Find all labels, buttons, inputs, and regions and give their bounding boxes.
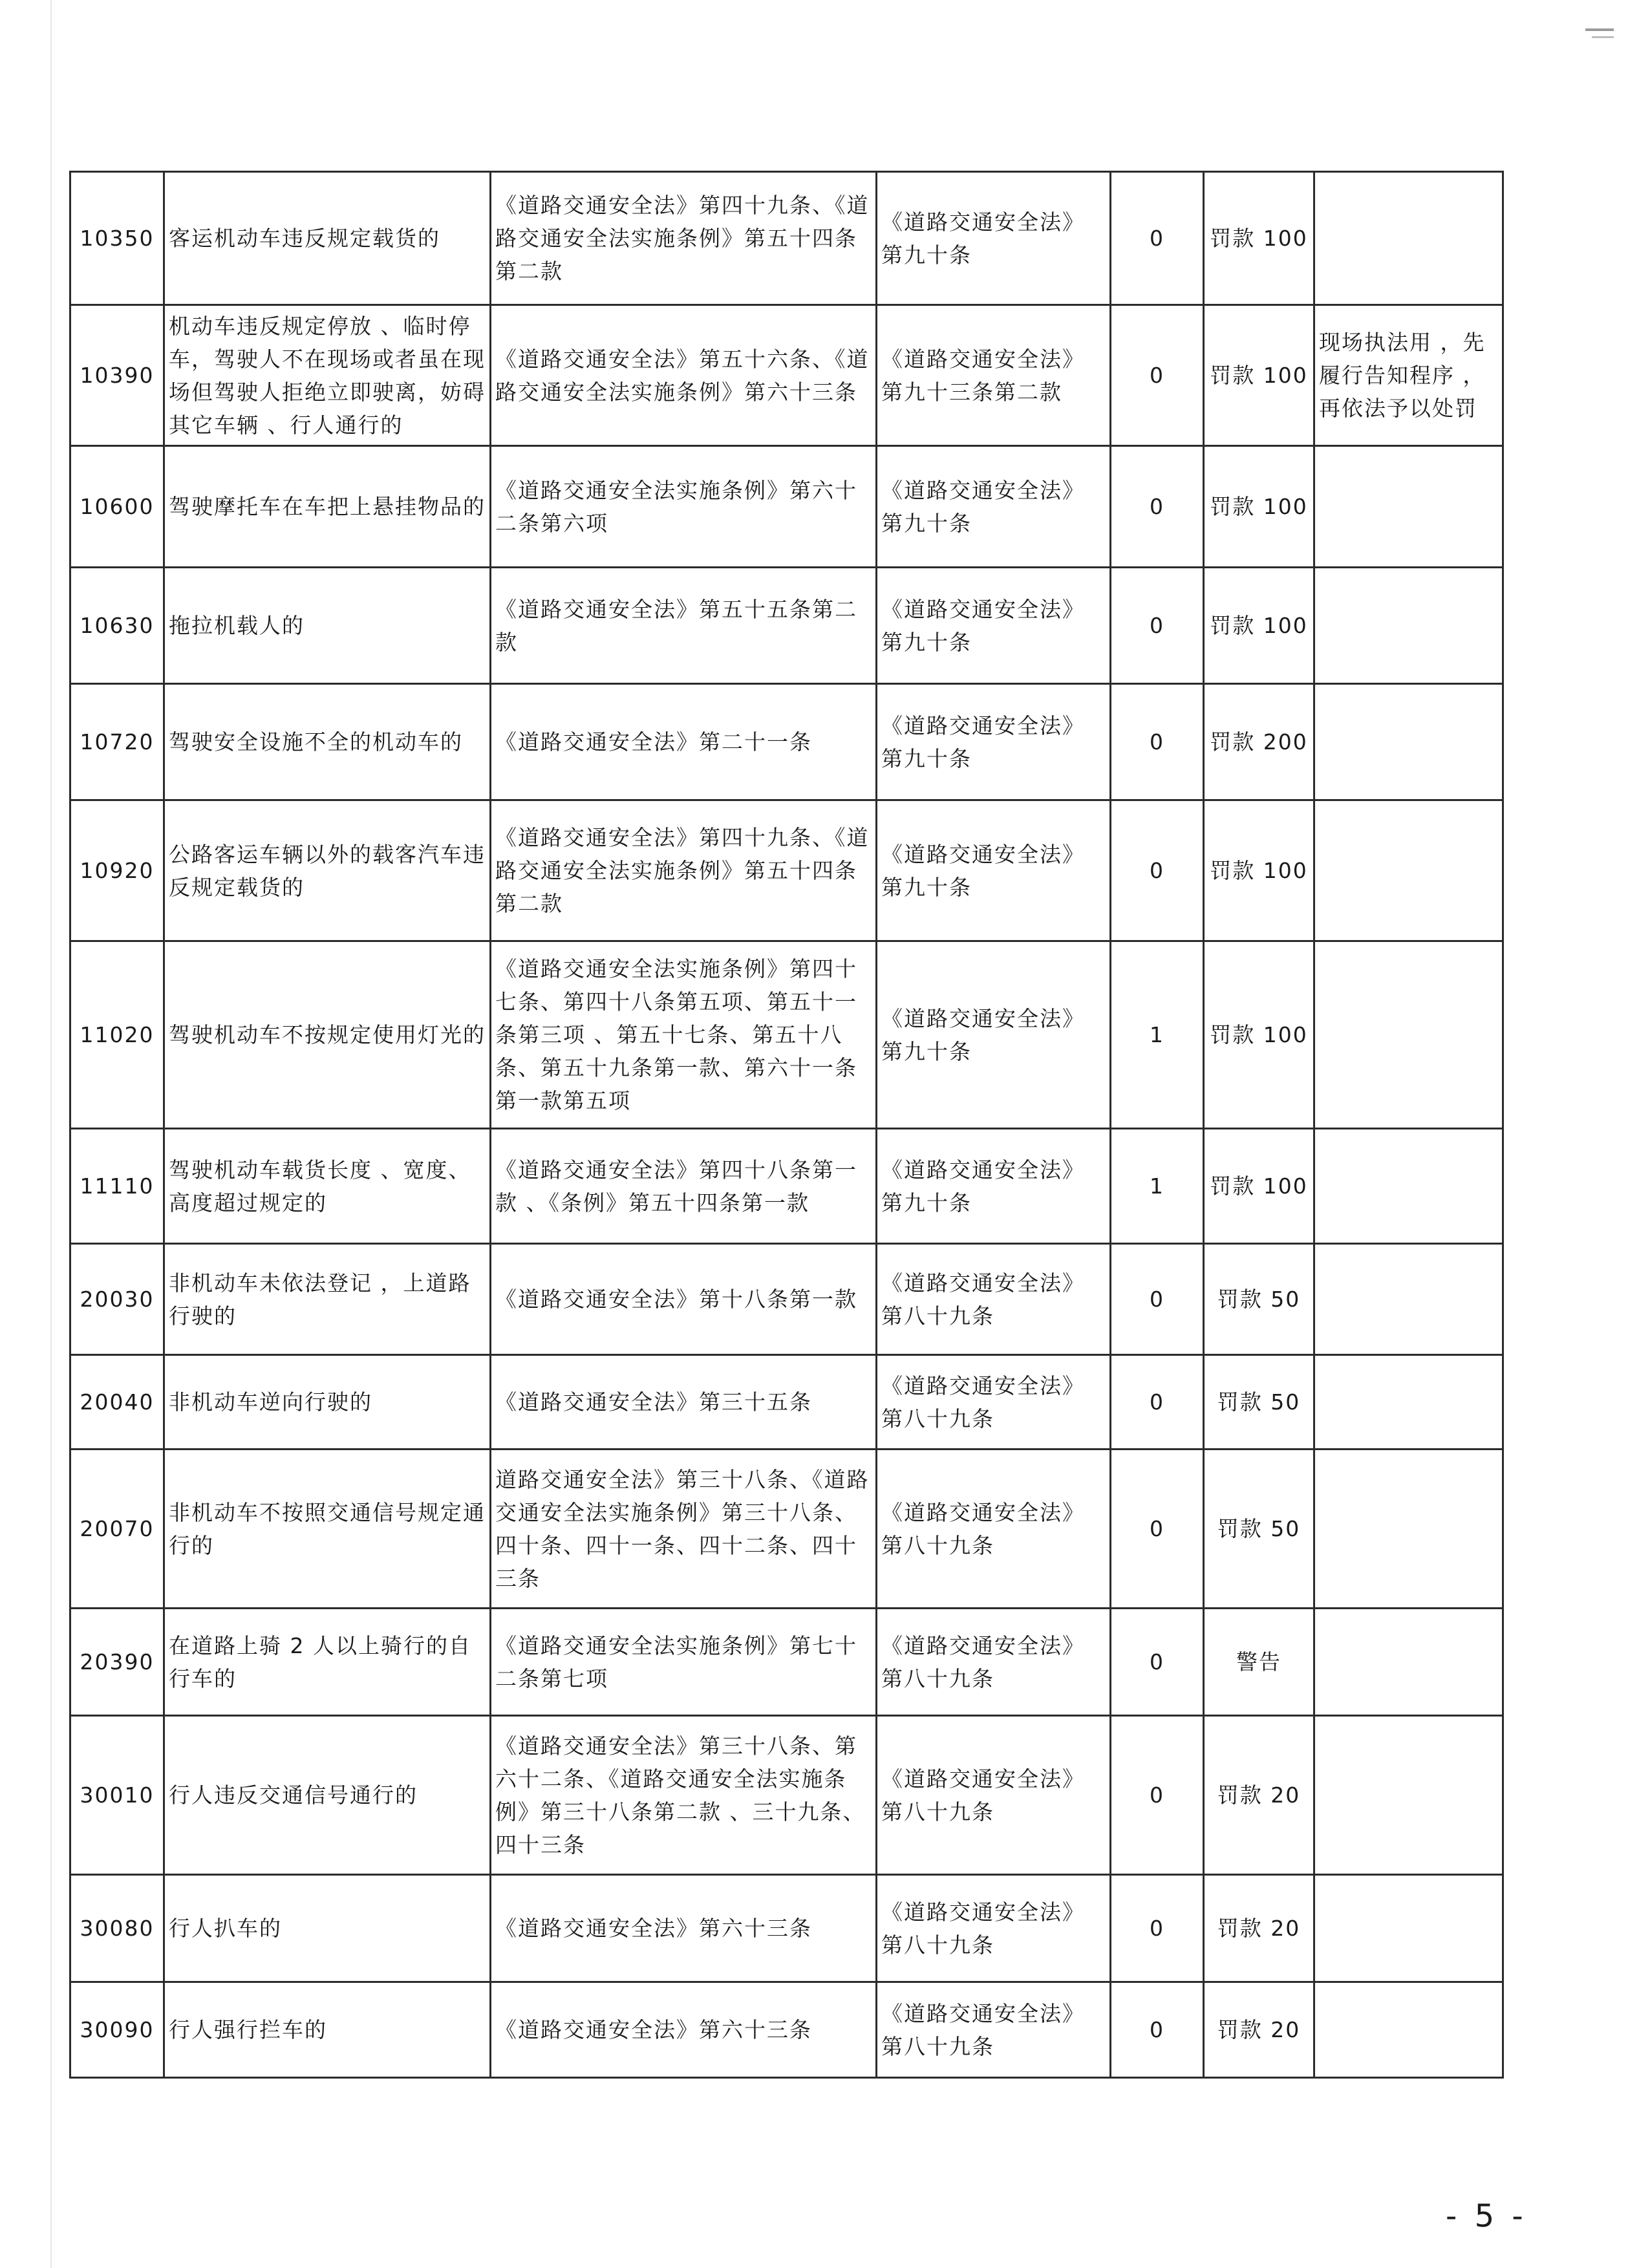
table-row xyxy=(70,1355,1503,1450)
remark xyxy=(1314,1129,1503,1244)
penalty-amount: 罚款 50 xyxy=(1204,1244,1314,1355)
legal-basis: 《道路交通安全法》第三十五条 xyxy=(491,1355,877,1450)
penalty-amount: 罚款 100 xyxy=(1204,568,1314,684)
violation-description: 非机动车不按照交通信号规定通行的 xyxy=(164,1450,491,1609)
legal-basis: 《道路交通安全法》第四十九条、《道路交通安全法实施条例》第五十四条第二款 xyxy=(491,172,877,305)
penalty-points: 0 xyxy=(1111,800,1204,941)
violation-table xyxy=(69,171,1504,2079)
legal-basis: 《道路交通安全法实施条例》第七十二条第七项 xyxy=(491,1609,877,1716)
penalty-points: 0 xyxy=(1111,1716,1204,1875)
table-row xyxy=(70,446,1503,568)
legal-basis: 《道路交通安全法实施条例》第六十二条第六项 xyxy=(491,446,877,568)
violation-code: 10920 xyxy=(70,800,164,941)
violation-code: 30090 xyxy=(70,1982,164,2078)
punishment-basis: 《道路交通安全法》第八十九条 xyxy=(877,1716,1111,1875)
table-row xyxy=(70,800,1503,941)
penalty-amount: 罚款 50 xyxy=(1204,1450,1314,1609)
violation-description: 行人强行拦车的 xyxy=(164,1982,491,2078)
penalty-amount: 罚款 100 xyxy=(1204,446,1314,568)
penalty-points: 1 xyxy=(1111,1129,1204,1244)
legal-basis: 《道路交通安全法》第六十三条 xyxy=(491,1982,877,2078)
penalty-amount: 罚款 20 xyxy=(1204,1982,1314,2078)
penalty-points: 0 xyxy=(1111,1609,1204,1716)
violation-code: 20040 xyxy=(70,1355,164,1450)
violation-description: 非机动车逆向行驶的 xyxy=(164,1355,491,1450)
violation-code: 30080 xyxy=(70,1875,164,1982)
legal-basis: 《道路交通安全法》第五十五条第二款 xyxy=(491,568,877,684)
violation-code: 10720 xyxy=(70,684,164,800)
penalty-points: 0 xyxy=(1111,305,1204,446)
punishment-basis: 《道路交通安全法》第八十九条 xyxy=(877,1982,1111,2078)
violation-description: 驾驶安全设施不全的机动车的 xyxy=(164,684,491,800)
penalty-amount: 罚款 100 xyxy=(1204,800,1314,941)
table-row xyxy=(70,568,1503,684)
violation-description: 机动车违反规定停放 、临时停车，驾驶人不在现场或者虽在现场但驾驶人拒绝立即驶离，妨碍其它车辆 、行人通行的 xyxy=(164,305,491,446)
violation-code: 20390 xyxy=(70,1609,164,1716)
remark xyxy=(1314,568,1503,684)
penalty-points: 0 xyxy=(1111,1875,1204,1982)
page-number: - 5 - xyxy=(1446,2198,1527,2234)
remark xyxy=(1314,446,1503,568)
remark xyxy=(1314,1716,1503,1875)
remark xyxy=(1314,172,1503,305)
violation-description: 公路客运车辆以外的载客汽车违反规定载货的 xyxy=(164,800,491,941)
legal-basis: 《道路交通安全法》第十八条第一款 xyxy=(491,1244,877,1355)
penalty-points: 0 xyxy=(1111,172,1204,305)
penalty-points: 0 xyxy=(1111,1355,1204,1450)
punishment-basis: 《道路交通安全法》第八十九条 xyxy=(877,1355,1111,1450)
remark xyxy=(1314,1244,1503,1355)
violation-description: 在道路上骑 2 人以上骑行的自行车的 xyxy=(164,1609,491,1716)
remark xyxy=(1314,1355,1503,1450)
table-row xyxy=(70,684,1503,800)
violation-code: 10350 xyxy=(70,172,164,305)
violation-description: 拖拉机载人的 xyxy=(164,568,491,684)
legal-basis: 《道路交通安全法》第四十九条、《道路交通安全法实施条例》第五十四条第二款 xyxy=(491,800,877,941)
violation-code: 10600 xyxy=(70,446,164,568)
penalty-amount: 罚款 100 xyxy=(1204,305,1314,446)
legal-basis: 《道路交通安全法》第二十一条 xyxy=(491,684,877,800)
punishment-basis: 《道路交通安全法》第九十条 xyxy=(877,172,1111,305)
penalty-points: 1 xyxy=(1111,941,1204,1129)
legal-basis: 《道路交通安全法》第四十八条第一款 、《条例》第五十四条第一款 xyxy=(491,1129,877,1244)
remark xyxy=(1314,684,1503,800)
legal-basis: 《道路交通安全法》第五十六条、《道路交通安全法实施条例》第六十三条 xyxy=(491,305,877,446)
remark xyxy=(1314,941,1503,1129)
penalty-points: 0 xyxy=(1111,1450,1204,1609)
scan-corner-mark xyxy=(1585,28,1614,31)
table-row xyxy=(70,305,1503,446)
penalty-points: 0 xyxy=(1111,1244,1204,1355)
penalty-points: 0 xyxy=(1111,684,1204,800)
violation-code: 10390 xyxy=(70,305,164,446)
penalty-amount: 罚款 20 xyxy=(1204,1875,1314,1982)
violation-description: 驾驶机动车不按规定使用灯光的 xyxy=(164,941,491,1129)
legal-basis: 《道路交通安全法实施条例》第四十七条、第四十八条第五项、第五十一条第三项 、第五十七条、第五十八条、第五十九条第一款、第六十一条第一款第五项 xyxy=(491,941,877,1129)
penalty-amount: 罚款 100 xyxy=(1204,941,1314,1129)
penalty-points: 0 xyxy=(1111,446,1204,568)
penalty-amount: 罚款 100 xyxy=(1204,172,1314,305)
legal-basis: 道路交通安全法》第三十八条、《道路交通安全法实施条例》第三十八条、四十条、四十一条、四十二条、四十三条 xyxy=(491,1450,877,1609)
punishment-basis: 《道路交通安全法》第九十条 xyxy=(877,568,1111,684)
violation-code: 20030 xyxy=(70,1244,164,1355)
punishment-basis: 《道路交通安全法》第八十九条 xyxy=(877,1244,1111,1355)
punishment-basis: 《道路交通安全法》第九十三条第二款 xyxy=(877,305,1111,446)
remark xyxy=(1314,800,1503,941)
punishment-basis: 《道路交通安全法》第九十条 xyxy=(877,941,1111,1129)
punishment-basis: 《道路交通安全法》第八十九条 xyxy=(877,1450,1111,1609)
penalty-amount: 警告 xyxy=(1204,1609,1314,1716)
punishment-basis: 《道路交通安全法》第八十九条 xyxy=(877,1875,1111,1982)
violation-code: 20070 xyxy=(70,1450,164,1609)
violation-description: 驾驶机动车载货长度 、宽度、高度超过规定的 xyxy=(164,1129,491,1244)
violation-code: 10630 xyxy=(70,568,164,684)
penalty-amount: 罚款 50 xyxy=(1204,1355,1314,1450)
scan-edge-shadow xyxy=(50,0,52,2268)
punishment-basis: 《道路交通安全法》第九十条 xyxy=(877,684,1111,800)
violation-description: 行人违反交通信号通行的 xyxy=(164,1716,491,1875)
penalty-amount: 罚款 200 xyxy=(1204,684,1314,800)
violation-code: 11110 xyxy=(70,1129,164,1244)
legal-basis: 《道路交通安全法》第六十三条 xyxy=(491,1875,877,1982)
legal-basis: 《道路交通安全法》第三十八条、第六十二条、《道路交通安全法实施条例》第三十八条第二款 、三十九条、四十三条 xyxy=(491,1716,877,1875)
violation-code: 11020 xyxy=(70,941,164,1129)
penalty-amount: 罚款 100 xyxy=(1204,1129,1314,1244)
table-row xyxy=(70,1244,1503,1355)
remark: 现场执法用 ，先履行告知程序 ，再依法予以处罚 xyxy=(1314,305,1503,446)
punishment-basis: 《道路交通安全法》第八十九条 xyxy=(877,1609,1111,1716)
violation-description: 驾驶摩托车在车把上悬挂物品的 xyxy=(164,446,491,568)
punishment-basis: 《道路交通安全法》第九十条 xyxy=(877,446,1111,568)
violation-description: 非机动车未依法登记 ，上道路行驶的 xyxy=(164,1244,491,1355)
remark xyxy=(1314,1450,1503,1609)
table-row xyxy=(70,1875,1503,1982)
penalty-amount: 罚款 20 xyxy=(1204,1716,1314,1875)
scan-corner-mark-secondary xyxy=(1592,36,1614,38)
penalty-points: 0 xyxy=(1111,568,1204,684)
punishment-basis: 《道路交通安全法》第九十条 xyxy=(877,1129,1111,1244)
remark xyxy=(1314,1982,1503,2078)
table-row xyxy=(70,1450,1503,1609)
table-row xyxy=(70,941,1503,1129)
violation-description: 客运机动车违反规定载货的 xyxy=(164,172,491,305)
table-row xyxy=(70,1982,1503,2078)
table-row xyxy=(70,1609,1503,1716)
punishment-basis: 《道路交通安全法》第九十条 xyxy=(877,800,1111,941)
table-row xyxy=(70,1716,1503,1875)
remark xyxy=(1314,1609,1503,1716)
penalty-points: 0 xyxy=(1111,1982,1204,2078)
violation-description: 行人扒车的 xyxy=(164,1875,491,1982)
violation-code: 30010 xyxy=(70,1716,164,1875)
remark xyxy=(1314,1875,1503,1982)
table-row xyxy=(70,1129,1503,1244)
table-row xyxy=(70,172,1503,305)
